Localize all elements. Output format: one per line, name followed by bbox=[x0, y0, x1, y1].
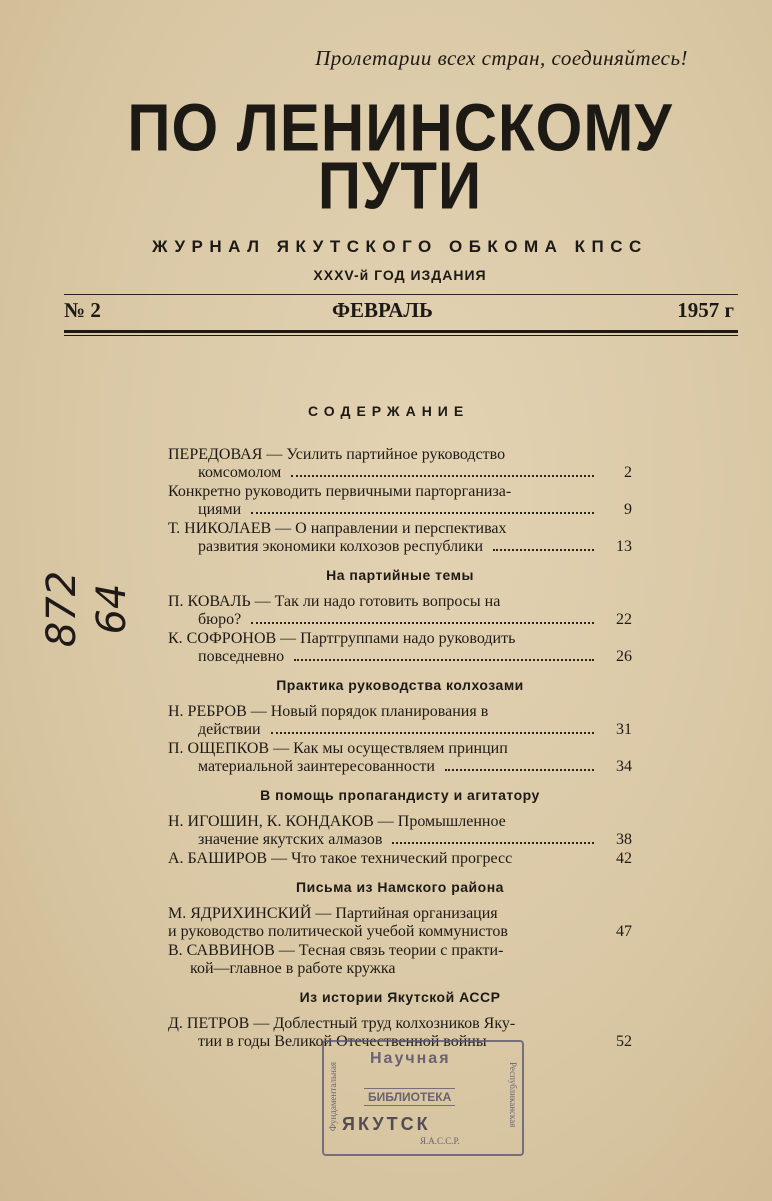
toc-entry-title: Н. ИГОШИН, К. КОНДАКОВ — Промышленное bbox=[168, 813, 506, 830]
toc-page-number: 34 bbox=[616, 758, 632, 775]
leader-dots bbox=[271, 732, 594, 734]
leader-dots bbox=[291, 475, 594, 477]
issue-year: 1957 г bbox=[677, 298, 734, 322]
toc-page-number: 26 bbox=[616, 648, 632, 665]
divider-thin bbox=[64, 335, 738, 336]
leader-dots bbox=[251, 622, 594, 624]
issue-number: № 2 bbox=[64, 298, 101, 322]
leader-dots bbox=[392, 842, 594, 844]
toc-section-heading: Практика руководства колхозами bbox=[276, 677, 524, 693]
toc-page-number: 38 bbox=[616, 831, 632, 848]
toc-entry-title: М. ЯДРИХИНСКИЙ — Партийная организация bbox=[168, 905, 498, 922]
toc-entry-title: Д. ПЕТРОВ — Доблестный труд колхозников Яку- bbox=[168, 1015, 516, 1032]
stamp-line4: Я.А.С.С.Р. bbox=[420, 1136, 460, 1146]
toc-entry bbox=[168, 942, 632, 978]
handwritten-inventory-number: 872 64 bbox=[39, 570, 135, 648]
stamp-side-right: Республиканская bbox=[508, 1062, 518, 1128]
magazine-subtitle: ЖУРНАЛ ЯКУТСКОГО ОБКОМА КПСС bbox=[152, 237, 648, 256]
toc-entry bbox=[168, 630, 632, 666]
toc-section-heading: На партийные темы bbox=[326, 567, 474, 583]
toc-entry bbox=[168, 813, 632, 849]
toc-entry-title: П. ОЩЕПКОВ — Как мы осуществляем принцип bbox=[168, 740, 508, 757]
toc-entry bbox=[168, 520, 632, 556]
toc-entry bbox=[168, 593, 632, 629]
toc-page-number: 47 bbox=[616, 923, 632, 940]
toc-heading: СОДЕРЖАНИЕ bbox=[308, 403, 470, 419]
toc-page-number: 9 bbox=[624, 501, 632, 518]
toc-entry-continuation: и руководство политической учебой коммунистов bbox=[168, 923, 508, 940]
magazine-title-line1: ПО ЛЕНИНСКОМУ bbox=[127, 89, 673, 165]
toc-page-number: 31 bbox=[616, 721, 632, 738]
toc-entry-continuation: повседневно bbox=[198, 648, 285, 665]
toc-section-heading: Из истории Якутской АССР bbox=[299, 989, 501, 1005]
leader-dots bbox=[251, 512, 594, 514]
toc-page-number: 52 bbox=[616, 1033, 632, 1050]
toc-entry bbox=[168, 483, 632, 519]
publication-year-label: XXXV-й ГОД ИЗДАНИЯ bbox=[313, 267, 487, 283]
stamp-line1: Научная bbox=[370, 1050, 451, 1067]
stamp-side-left: Фундаментальная bbox=[328, 1062, 338, 1132]
toc-entry-title: Конкретно руководить первичными парторганиза- bbox=[168, 483, 512, 500]
toc-section-heading: В помощь пропагандисту и агитатору bbox=[260, 787, 540, 803]
divider-top bbox=[64, 294, 738, 295]
toc-entry-continuation: кой—главное в работе кружка bbox=[190, 960, 396, 977]
issue-info-row bbox=[64, 298, 738, 328]
leader-dots bbox=[445, 769, 594, 771]
toc-entry-title: К. СОФРОНОВ — Партгруппами надо руководить bbox=[168, 630, 516, 647]
toc-page-number: 13 bbox=[616, 538, 632, 555]
leader-dots bbox=[294, 659, 594, 661]
toc-entry-continuation: действии bbox=[198, 721, 261, 738]
toc-entry-continuation: комсомолом bbox=[198, 464, 282, 481]
toc-entry-title: В. САВВИНОВ — Тесная связь теории с практи- bbox=[168, 942, 504, 959]
toc-entry-continuation: значение якутских алмазов bbox=[198, 831, 383, 848]
toc-entry bbox=[168, 905, 632, 941]
toc-entry-continuation: материальной заинтересованности bbox=[198, 758, 435, 775]
toc-entry bbox=[168, 740, 632, 776]
stamp-city: ЯКУТСК bbox=[342, 1114, 431, 1134]
toc-entry-title: Н. РЕБРОВ — Новый порядок планирования в bbox=[168, 703, 489, 720]
toc-entry-continuation: бюро? bbox=[198, 611, 242, 628]
divider-thick bbox=[64, 330, 738, 333]
magazine-title-line2: ПУТИ bbox=[317, 147, 483, 223]
toc-entry-title: П. КОВАЛЬ — Так ли надо готовить вопросы на bbox=[168, 593, 501, 610]
toc-entry-title: Т. НИКОЛАЕВ — О направлении и перспективах bbox=[168, 520, 507, 537]
toc-entry-title: ПЕРЕДОВАЯ — Усилить партийное руководство bbox=[168, 446, 506, 463]
toc-entry bbox=[168, 446, 632, 482]
toc-page-number: 42 bbox=[616, 850, 632, 867]
table-of-contents bbox=[168, 446, 632, 1052]
toc-entry-continuation: циями bbox=[198, 501, 242, 518]
toc-entry bbox=[168, 703, 632, 739]
toc-page-number: 22 bbox=[616, 611, 632, 628]
slogan: Пролетарии всех стран, соединяйтесь! bbox=[315, 46, 688, 70]
toc-entry-continuation: тии в годы Великой Отечественной войны bbox=[198, 1033, 487, 1050]
toc-entry-title: А. БАШИРОВ — Что такое технический прогресс bbox=[168, 850, 513, 867]
toc-page-number: 2 bbox=[624, 464, 632, 481]
library-stamp bbox=[322, 1040, 524, 1156]
toc-section-heading: Письма из Намского района bbox=[296, 879, 504, 895]
toc-entry bbox=[168, 850, 632, 868]
leader-dots bbox=[493, 549, 594, 551]
toc-entry-continuation: развития экономики колхозов республики bbox=[198, 538, 484, 555]
stamp-line2: БИБЛИОТЕКА bbox=[364, 1088, 455, 1106]
issue-month: ФЕВРАЛЬ bbox=[332, 298, 433, 322]
